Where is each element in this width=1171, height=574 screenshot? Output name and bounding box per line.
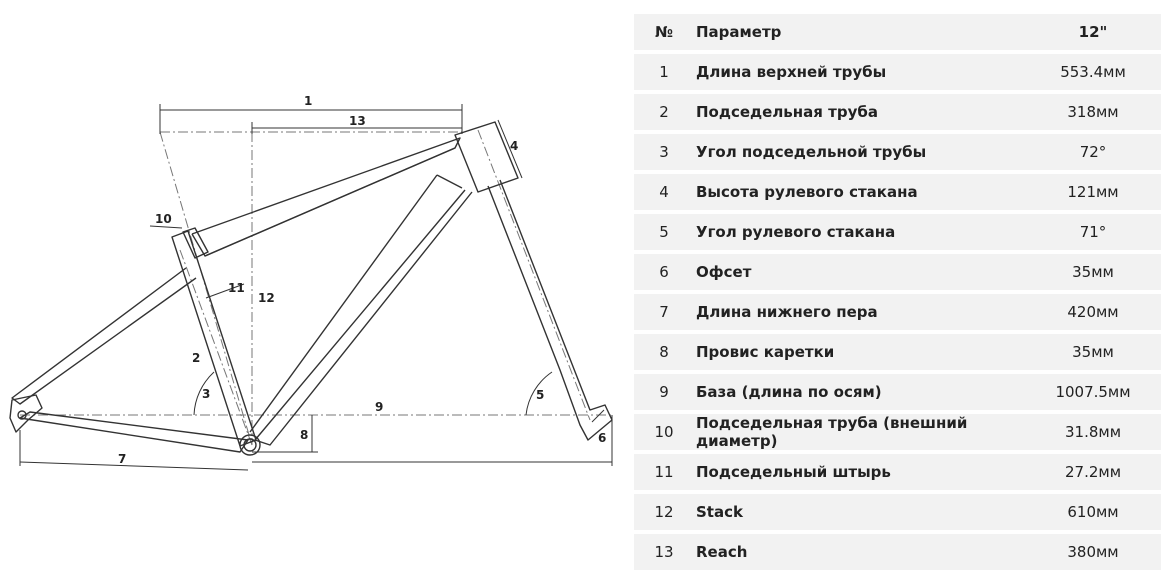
table-row xyxy=(634,494,1161,530)
table-row xyxy=(634,454,1161,490)
row-parameter: Подседельная труба (внешний диаметр) xyxy=(694,414,1025,450)
label-2: 2 xyxy=(192,351,201,365)
row-value: 610мм xyxy=(1025,494,1161,530)
row-number: 10 xyxy=(634,414,694,450)
label-13: 13 xyxy=(349,114,366,128)
header-size: 12" xyxy=(1025,14,1161,50)
header-parameter: Параметр xyxy=(694,14,1025,50)
row-value: 121мм xyxy=(1025,174,1161,210)
label-3: 3 xyxy=(202,387,211,401)
row-parameter: Reach xyxy=(694,534,1025,570)
row-parameter: База (длина по осям) xyxy=(694,374,1025,410)
row-number: 8 xyxy=(634,334,694,370)
row-parameter: Угол рулевого стакана xyxy=(694,214,1025,250)
row-parameter: Угол подседельной трубы xyxy=(694,134,1025,170)
row-parameter: Подседельный штырь xyxy=(694,454,1025,490)
row-parameter: Офсет xyxy=(694,254,1025,290)
row-value: 1007.5мм xyxy=(1025,374,1161,410)
row-parameter: Длина нижнего пера xyxy=(694,294,1025,330)
row-value: 380мм xyxy=(1025,534,1161,570)
row-value: 72° xyxy=(1025,134,1161,170)
row-number: 9 xyxy=(634,374,694,410)
label-9: 9 xyxy=(375,400,384,414)
table-row xyxy=(634,94,1161,130)
row-number: 2 xyxy=(634,94,694,130)
label-8: 8 xyxy=(300,428,309,442)
table-row xyxy=(634,414,1161,450)
table-row xyxy=(634,54,1161,90)
label-5: 5 xyxy=(536,388,545,402)
label-12: 12 xyxy=(258,291,275,305)
row-number: 5 xyxy=(634,214,694,250)
row-number: 1 xyxy=(634,54,694,90)
row-parameter: Провис каретки xyxy=(694,334,1025,370)
label-10: 10 xyxy=(155,212,172,226)
row-value: 35мм xyxy=(1025,254,1161,290)
table-row xyxy=(634,294,1161,330)
table-row xyxy=(634,334,1161,370)
table-row xyxy=(634,534,1161,570)
table-row xyxy=(634,134,1161,170)
header-number: № xyxy=(634,14,694,50)
row-value: 420мм xyxy=(1025,294,1161,330)
geometry-spec-table xyxy=(634,10,1161,574)
bike-frame xyxy=(10,122,612,455)
label-11: 11 xyxy=(228,281,245,295)
table-row xyxy=(634,374,1161,410)
label-7: 7 xyxy=(118,452,127,466)
row-value: 31.8мм xyxy=(1025,414,1161,450)
table-row xyxy=(634,174,1161,210)
row-parameter: Stack xyxy=(694,494,1025,530)
label-1: 1 xyxy=(304,94,313,108)
row-parameter: Высота рулевого стакана xyxy=(694,174,1025,210)
reference-lines xyxy=(20,130,612,445)
table-header-row xyxy=(634,14,1161,50)
row-value: 71° xyxy=(1025,214,1161,250)
table-row xyxy=(634,214,1161,250)
row-number: 11 xyxy=(634,454,694,490)
row-value: 27.2мм xyxy=(1025,454,1161,490)
row-value: 35мм xyxy=(1025,334,1161,370)
table-row xyxy=(634,254,1161,290)
row-number: 6 xyxy=(634,254,694,290)
label-6: 6 xyxy=(598,431,607,445)
row-number: 7 xyxy=(634,294,694,330)
row-number: 13 xyxy=(634,534,694,570)
label-4: 4 xyxy=(510,139,519,153)
row-number: 3 xyxy=(634,134,694,170)
row-value: 318мм xyxy=(1025,94,1161,130)
row-number: 12 xyxy=(634,494,694,530)
row-parameter: Длина верхней трубы xyxy=(694,54,1025,90)
row-parameter: Подседельная труба xyxy=(694,94,1025,130)
row-number: 4 xyxy=(634,174,694,210)
row-value: 553.4мм xyxy=(1025,54,1161,90)
